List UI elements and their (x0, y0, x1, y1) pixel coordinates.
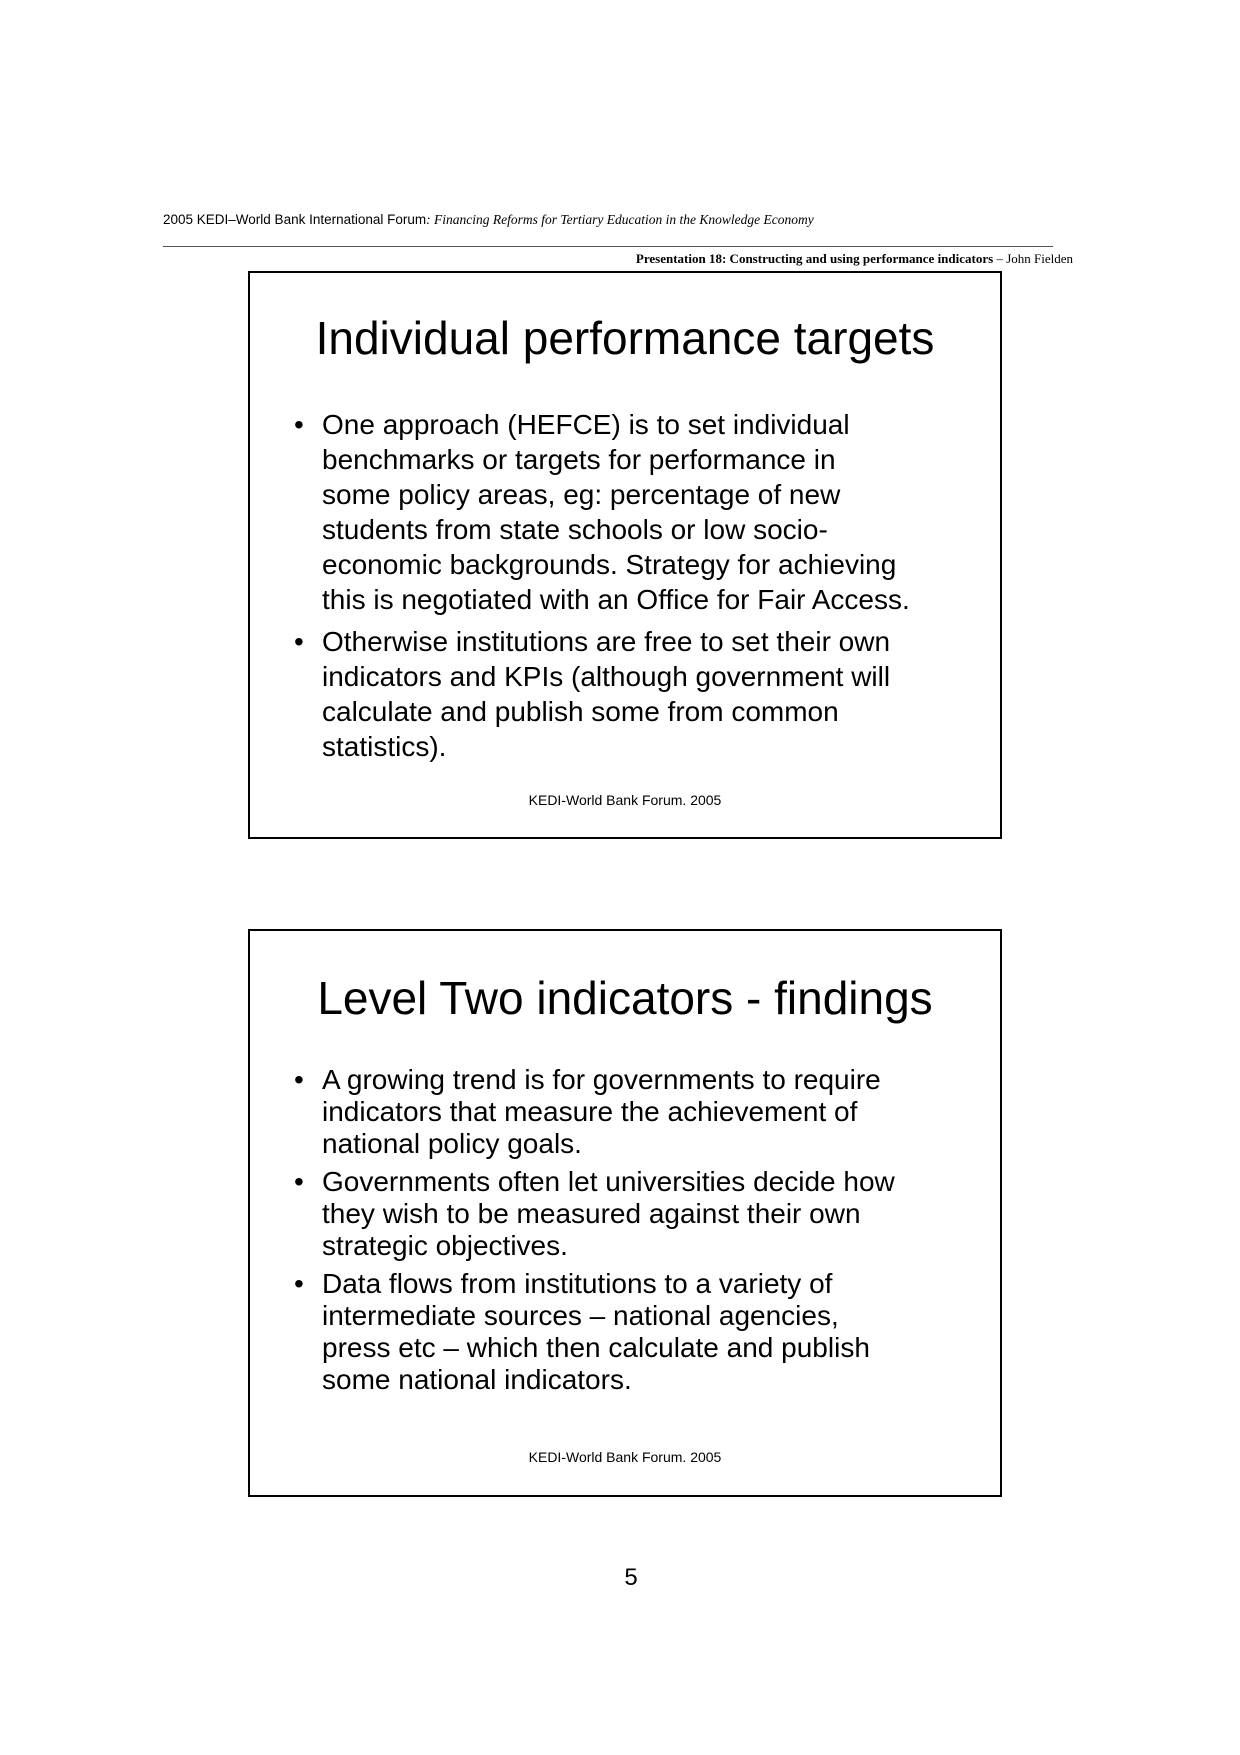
page-number: 5 (624, 1564, 638, 1591)
bullet-item: • Otherwise institutions are free to set their own indicators and KPIs (although government will calculate and publish some from common statistics). (250, 624, 910, 764)
bullet-list (250, 1064, 910, 1396)
bullet-item: • One approach (HEFCE) is to set individual benchmarks or targets for performance in some policy areas, eg: percentage of new students from state schools or low socio- economic backgrounds. Strategy for achieving this is negotiated with an Office for Fair Access. (250, 407, 910, 617)
slide-footer: KEDI-World Bank Forum. 2005 (528, 1449, 722, 1465)
bullet-item: • A growing trend is for governments to require indicators that measure the achievement of national policy goals. (250, 1064, 910, 1160)
slide-1 (248, 271, 1002, 839)
slide-title: Individual performance targets (315, 312, 935, 364)
bullet-list (250, 407, 910, 764)
forum-subtitle: : Financing Reforms for Tertiary Education in the Knowledge Economy (426, 212, 814, 227)
slide-2 (248, 929, 1002, 1497)
header-rule (163, 246, 1053, 247)
slide-title: Level Two indicators - findings (317, 972, 933, 1024)
slide-footer: KEDI-World Bank Forum. 2005 (528, 792, 722, 808)
presentation-title: Presentation 18: Constructing and using performance indicators (635, 251, 994, 266)
author: – John Fielden (993, 251, 1073, 266)
presentation-line (636, 251, 1073, 267)
bullet-item: • Data flows from institutions to a variety of intermediate sources – national agencies, press etc – which then calculate and publish some national indicators. (250, 1268, 910, 1396)
bullet-item: • Governments often let universities decide how they wish to be measured against their own strategic objectives. (250, 1166, 910, 1262)
forum-name: 2005 KEDI–World Bank International Forum (163, 212, 427, 227)
running-header (163, 212, 814, 228)
